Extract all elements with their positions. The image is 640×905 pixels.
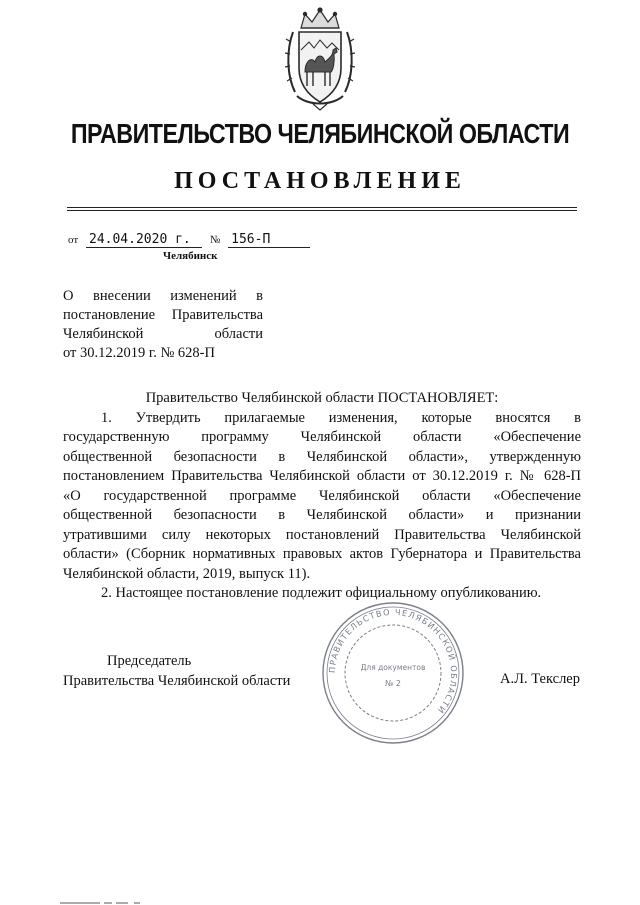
document-type-heading: ПОСТАНОВЛЕНИЕ	[174, 168, 466, 194]
scan-edge-marks	[0, 897, 640, 905]
document-date: 24.04.2020 г.	[86, 232, 202, 248]
item-1-line: «О государственной программе Челябинской области «Обеспечение	[63, 487, 581, 504]
subject-line: постановление Правительства	[63, 307, 263, 323]
header-rule-second	[67, 210, 577, 211]
document-subject	[63, 287, 263, 363]
item-1-line: области» (Сборник нормативных правовых актов Губернатора и Правительства	[63, 546, 581, 562]
official-seal-stamp	[318, 598, 468, 748]
number-label: №	[209, 234, 221, 246]
document-city: Челябинск	[163, 250, 218, 262]
subject-line: О внесении изменений в	[63, 288, 263, 304]
organization-title: ПРАВИТЕЛЬСТВО ЧЕЛЯБИНСКОЙ ОБЛАСТИ	[70, 118, 570, 149]
item-1-line: государственную программу Челябинской области «Обеспечение	[63, 429, 581, 445]
seal-inner-text: Для документов	[360, 663, 426, 672]
document-number: 156-П	[228, 232, 310, 248]
item-2-text: 2. Настоящее постановление подлежит официальному опубликованию.	[101, 585, 542, 601]
item-1-line: Челябинской области, 2019, выпуск 11).	[63, 565, 311, 582]
item-1-line: утратившими силу некоторых постановлений Правительства Челябинской	[63, 526, 581, 543]
item-1-line: общественной безопасности в Челябинской области», утвержденную	[63, 448, 581, 465]
signer-title	[63, 652, 303, 691]
seal-inner-number: № 2	[385, 679, 401, 688]
coat-of-arms-emblem	[283, 6, 357, 112]
signer-organization: Правительства Челябинской области	[63, 672, 291, 689]
item-1-line: общественной безопасности в Челябинской области» и признании	[63, 507, 581, 523]
signer-position: Председатель	[107, 653, 192, 669]
item-1-line: 1. Утвердить прилагаемые изменения, которые вносятся в	[101, 409, 581, 426]
seal-outer-text: ПРАВИТЕЛЬСТВО ЧЕЛЯБИНСКОЙ ОБЛАСТИ	[326, 606, 460, 717]
signer-name: А.Л. Текслер	[500, 671, 580, 687]
document-body	[63, 389, 581, 604]
subject-line: от 30.12.2019 г. № 628-П	[63, 345, 215, 361]
resolution-intro: Правительство Челябинской области ПОСТАНОВЛЯЕТ:	[145, 390, 499, 406]
subject-line: Челябинской области	[63, 326, 263, 342]
document-meta	[68, 232, 310, 248]
date-label: от	[68, 234, 79, 246]
item-1-line: постановлением Правительства Челябинской области от 30.12.2019 г. № 628-П	[63, 468, 581, 484]
header-rule	[67, 207, 577, 208]
